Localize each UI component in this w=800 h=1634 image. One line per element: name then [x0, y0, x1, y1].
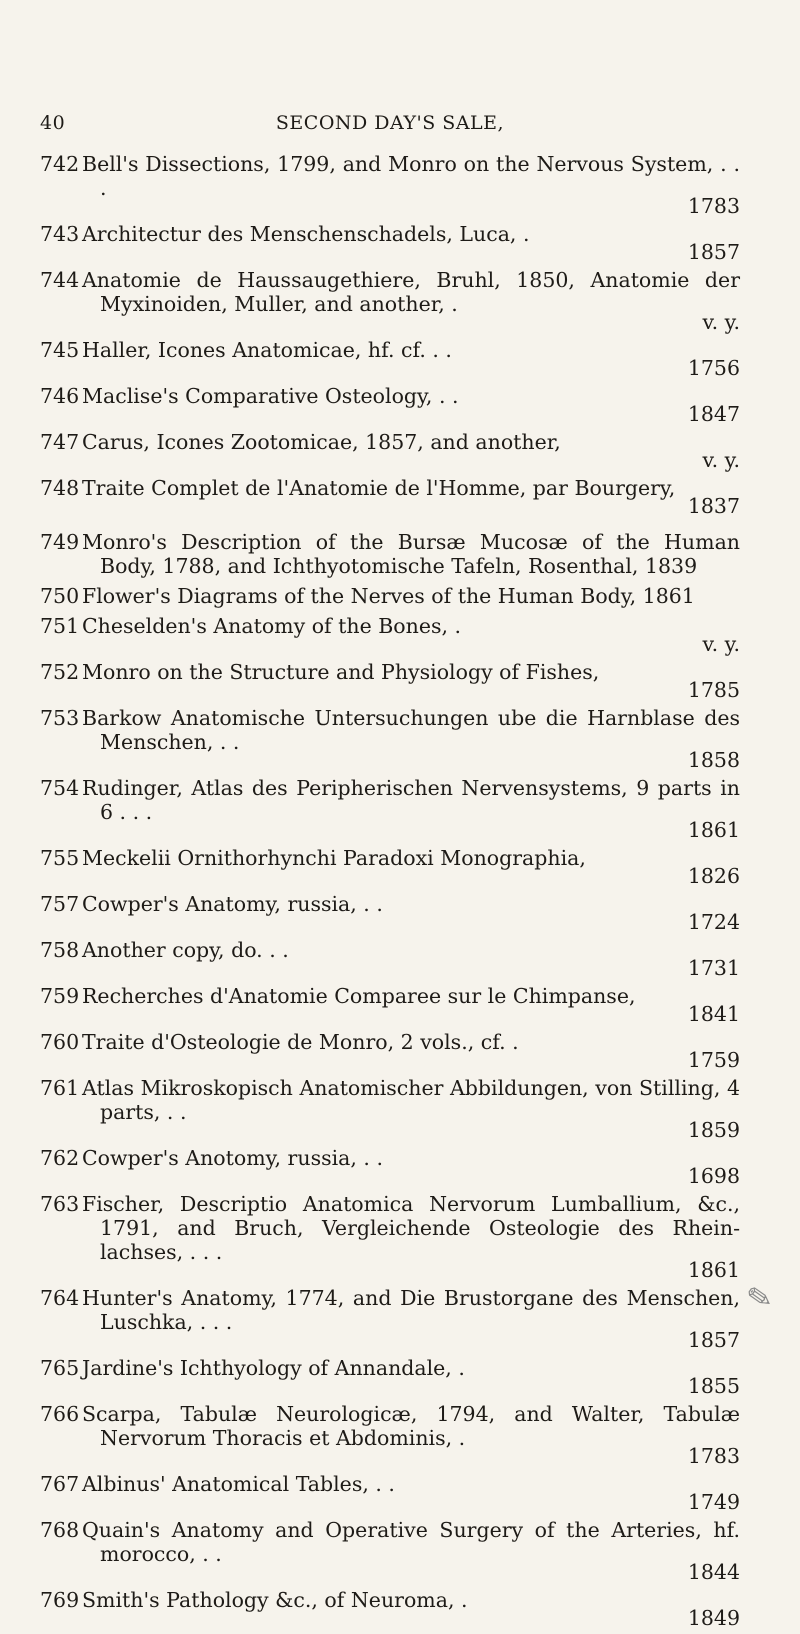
pencil-mark-icon: ✎: [744, 1279, 775, 1318]
lot-entry: [40, 984, 740, 1024]
lot-description: Atlas Mikroskopisch Anatomischer Abbildungen, von Stilling, 4 parts, . .: [82, 1076, 740, 1124]
lot-number: 753: [40, 706, 80, 730]
lot-number: 769: [40, 1588, 80, 1612]
lot-number: 748: [40, 476, 80, 500]
lot-number: 757: [40, 892, 80, 916]
page-number: 40: [40, 112, 66, 134]
lot-number: 742: [40, 152, 80, 176]
lot-date: 1783: [687, 194, 740, 218]
lot-entry: [40, 1030, 740, 1070]
lot-entry: [40, 1518, 740, 1582]
lot-description: Bell's Dissections, 1799, and Monro on the Nervous System, . . .: [82, 152, 740, 200]
lot-description: Haller, Icones Anatomicae, hf. cf. . .: [82, 338, 452, 362]
lot-date: 1857: [687, 1328, 740, 1352]
lot-description: Cowper's Anotomy, russia, . .: [82, 1146, 383, 1170]
lot-description: Another copy, do. . .: [82, 938, 289, 962]
lot-number: 765: [40, 1356, 80, 1380]
lot-entry: [40, 152, 740, 216]
lot-entry: [40, 476, 740, 516]
lot-description: Albinus' Anatomical Tables, . .: [82, 1472, 395, 1496]
lot-number: 764: [40, 1286, 80, 1310]
lot-date: 1859: [687, 1118, 740, 1142]
lot-date: 1841: [687, 1002, 740, 1026]
lot-description: Monro's Description of the Bursæ Mucosæ of the Human Body, 1788, and Ichthyotomische Tafeln, Rosenthal, 1839: [82, 530, 740, 578]
lot-entry: [40, 1356, 740, 1396]
lot-number: 745: [40, 338, 80, 362]
lot-description: Traite Complet de l'Anatomie de l'Homme, par Bourgery,: [82, 476, 676, 500]
page-header: [40, 112, 740, 142]
lot-list: [40, 152, 740, 1634]
lot-description: Jardine's Ichthyology of Annandale, .: [82, 1356, 465, 1380]
lot-entry: [40, 776, 740, 840]
lot-date: 1855: [687, 1374, 740, 1398]
lot-entry: [40, 584, 740, 608]
lot-entry: [40, 1076, 740, 1140]
lot-entry: [40, 846, 740, 886]
lot-number: 766: [40, 1402, 80, 1426]
lot-entry: [40, 1402, 740, 1466]
running-title: SECOND DAY'S SALE,: [275, 112, 505, 134]
lot-description: Maclise's Comparative Osteology, . .: [82, 384, 459, 408]
lot-description: Meckelii Ornithorhynchi Paradoxi Monographia,: [82, 846, 586, 870]
lot-number: 747: [40, 430, 80, 454]
lot-date: v. y.: [702, 632, 740, 656]
lot-number: 749: [40, 530, 80, 554]
lot-date: 1849: [687, 1606, 740, 1630]
lot-description: Anatomie de Haussaugethiere, Bruhl, 1850, Anatomie der Myxinoiden, Muller, and another, .: [82, 268, 740, 316]
lot-entry: [40, 1286, 740, 1350]
lot-description: Scarpa, Tabulæ Neurologicæ, 1794, and Walter, Tabulæ Nervorum Thoracis et Abdominis, .: [82, 1402, 740, 1450]
lot-date: 1844: [687, 1560, 740, 1584]
lot-entry: [40, 660, 740, 700]
lot-entry: [40, 384, 740, 424]
lot-date: v. y.: [702, 448, 740, 472]
lot-number: 755: [40, 846, 80, 870]
lot-description: Smith's Pathology &c., of Neuroma, .: [82, 1588, 468, 1612]
lot-entry: [40, 1146, 740, 1186]
lot-description: Carus, Icones Zootomicae, 1857, and another,: [82, 430, 561, 454]
lot-date: 1785: [687, 678, 740, 702]
lot-number: 754: [40, 776, 80, 800]
lot-number: 760: [40, 1030, 80, 1054]
lot-number: 751: [40, 614, 80, 638]
lot-number: 752: [40, 660, 80, 684]
lot-description: Cowper's Anatomy, russia, . .: [82, 892, 383, 916]
lot-date: 1731: [687, 956, 740, 980]
lot-description: Fischer, Descriptio Anatomica Nervorum Lumballium, &c., 1791, and Bruch, Vergleichende Osteologie des Rhein-lachses, . . .: [82, 1192, 740, 1264]
lot-date: 1698: [687, 1164, 740, 1188]
lot-entry: [40, 706, 740, 770]
lot-date: 1857: [687, 240, 740, 264]
lot-date: 1861: [687, 818, 740, 842]
lot-date: 1783: [687, 1444, 740, 1468]
lot-number: 744: [40, 268, 80, 292]
lot-description: Architectur des Menschenschadels, Luca, .: [82, 222, 530, 246]
lot-number: 762: [40, 1146, 80, 1170]
lot-entry: [40, 892, 740, 932]
lot-description: Flower's Diagrams of the Nerves of the Human Body, 1861: [82, 584, 695, 608]
lot-description: Rudinger, Atlas des Peripherischen Nervensystems, 9 parts in 6 . . .: [82, 776, 740, 824]
lot-description: Traite d'Osteologie de Monro, 2 vols., cf. .: [82, 1030, 519, 1054]
lot-entry: [40, 614, 740, 654]
lot-date: 1858: [687, 748, 740, 772]
lot-date: 1756: [687, 356, 740, 380]
lot-number: 767: [40, 1472, 80, 1496]
lot-entry: [40, 530, 740, 578]
lot-date: v. y.: [702, 310, 740, 334]
lot-number: 759: [40, 984, 80, 1008]
lot-entry: [40, 268, 740, 332]
lot-number: 763: [40, 1192, 80, 1216]
lot-number: 743: [40, 222, 80, 246]
lot-date: 1837: [687, 494, 740, 518]
lot-entry: [40, 1588, 740, 1628]
lot-description: Hunter's Anatomy, 1774, and Die Brustorgane des Menschen, Luschka, . . .: [82, 1286, 740, 1334]
lot-entry: [40, 938, 740, 978]
lot-description: Recherches d'Anatomie Comparee sur le Chimpanse,: [82, 984, 636, 1008]
lot-entry: [40, 430, 740, 470]
lot-number: 761: [40, 1076, 80, 1100]
lot-date: 1724: [687, 910, 740, 934]
lot-description: Quain's Anatomy and Operative Surgery of the Arteries, hf. morocco, . .: [82, 1518, 740, 1566]
lot-number: 750: [40, 584, 80, 608]
lot-entry: [40, 222, 740, 262]
lot-entry: [40, 338, 740, 378]
lot-entry: [40, 1472, 740, 1512]
lot-number: 768: [40, 1518, 80, 1542]
lot-date: 1861: [687, 1258, 740, 1282]
lot-number: 746: [40, 384, 80, 408]
lot-date: 1847: [687, 402, 740, 426]
lot-number: 758: [40, 938, 80, 962]
lot-entry: [40, 1192, 740, 1280]
lot-description: Cheselden's Anatomy of the Bones, .: [82, 614, 462, 638]
lot-date: 1826: [687, 864, 740, 888]
lot-description: Monro on the Structure and Physiology of Fishes,: [82, 660, 600, 684]
lot-date: 1759: [687, 1048, 740, 1072]
lot-description: Barkow Anatomische Untersuchungen ube die Harnblase des Menschen, . .: [82, 706, 740, 754]
lot-date: 1749: [687, 1490, 740, 1514]
